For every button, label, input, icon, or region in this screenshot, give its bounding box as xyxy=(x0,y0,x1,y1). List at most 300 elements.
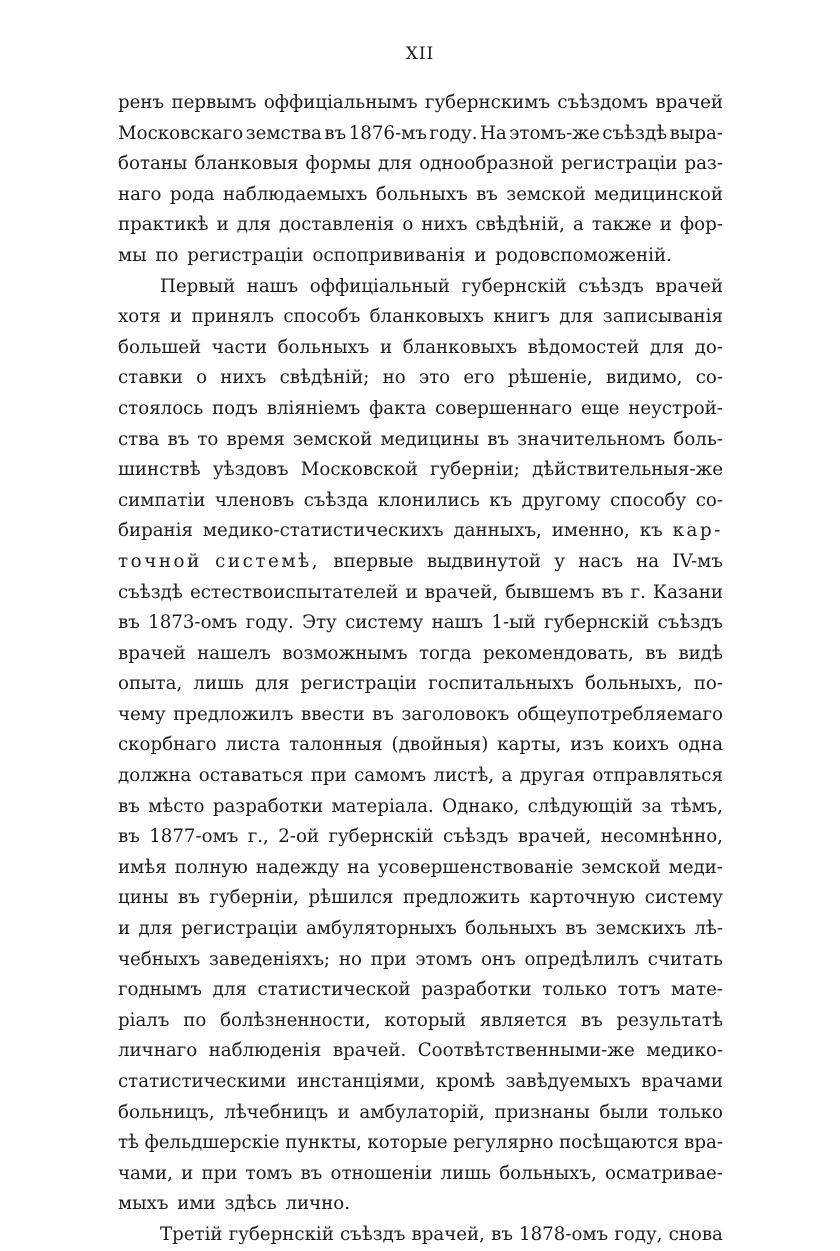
word: вѣдомостей xyxy=(527,336,640,358)
word: лѣчебницъ xyxy=(224,1101,329,1123)
word: клонились xyxy=(377,489,480,511)
word: естествоиспытателей xyxy=(189,581,399,603)
text-line xyxy=(118,792,723,823)
page-number: XII xyxy=(405,44,435,64)
word: заведеніяхъ; xyxy=(208,948,331,970)
word: для xyxy=(649,336,685,358)
word: 1876-мъ xyxy=(348,122,427,144)
word: земства xyxy=(245,122,322,144)
word: 2-ой xyxy=(278,826,320,848)
word: въ xyxy=(372,703,394,725)
word: по xyxy=(155,244,179,266)
word: его xyxy=(463,367,495,389)
word: изъ xyxy=(570,734,604,756)
word: врачей, xyxy=(411,1223,485,1245)
word: къ xyxy=(639,520,663,542)
word: на xyxy=(636,550,660,572)
word: меди- xyxy=(668,856,723,878)
word: съѣздъ xyxy=(657,612,723,634)
word: способъ xyxy=(283,306,361,328)
word: который xyxy=(384,1009,467,1031)
word: и xyxy=(474,244,487,266)
word: но xyxy=(338,948,362,970)
word: за xyxy=(641,795,663,817)
text-line xyxy=(118,975,723,1006)
word: врачей xyxy=(118,642,186,664)
word: 1873-омъ xyxy=(148,612,238,634)
word: амбуляторныхъ xyxy=(306,918,457,940)
word: карточную xyxy=(529,887,636,909)
word: съѣзда xyxy=(303,489,369,511)
word: съѣздъ xyxy=(340,1223,406,1245)
text-line xyxy=(118,241,723,272)
text-line xyxy=(118,425,723,456)
word: чами, xyxy=(118,1162,173,1184)
word: въ xyxy=(118,795,140,817)
word: только xyxy=(542,979,608,1001)
word: ренъ xyxy=(118,92,165,113)
word: опредѣлилъ xyxy=(524,948,639,970)
word: здѣсь xyxy=(224,1193,277,1215)
word: тѣ xyxy=(118,1132,140,1154)
word: въ xyxy=(565,918,588,940)
word: амбулаторій, xyxy=(359,1101,485,1123)
word: надежду xyxy=(255,856,340,878)
word: Первый xyxy=(160,275,236,297)
text-line xyxy=(118,119,723,150)
word: подъ xyxy=(212,397,258,419)
text-line xyxy=(118,1220,723,1251)
word: лишь xyxy=(193,673,244,695)
word: лишь xyxy=(440,1162,492,1184)
word: Эту xyxy=(302,612,337,634)
word: мѣсто xyxy=(148,795,205,817)
word: оффиціальный xyxy=(309,275,450,297)
word: самомъ xyxy=(354,765,427,787)
word: которые xyxy=(367,1132,448,1154)
word: на xyxy=(347,856,371,878)
word: системѣ, xyxy=(215,550,321,572)
word: со- xyxy=(695,489,723,511)
word: и xyxy=(337,1101,350,1123)
word: въ xyxy=(300,1162,323,1184)
word: губерніи, xyxy=(209,887,299,909)
word: принялъ xyxy=(191,306,275,328)
word: данныхъ, xyxy=(453,520,542,542)
word: талонныя xyxy=(289,734,383,756)
word: губерніи; xyxy=(430,459,520,481)
word: ввести xyxy=(300,703,365,725)
word: это xyxy=(418,367,451,389)
word: этомъ xyxy=(415,948,473,970)
text-line xyxy=(118,945,723,976)
word: по- xyxy=(693,673,723,695)
word: несомнѣнно, xyxy=(600,826,723,848)
word: губернскій xyxy=(544,612,650,634)
word: ими xyxy=(177,1193,216,1215)
word: губернскимъ xyxy=(424,92,551,113)
text-line xyxy=(118,455,723,486)
word: первымъ xyxy=(171,92,257,113)
word: формы xyxy=(305,153,371,175)
word: г., xyxy=(247,826,269,848)
word: и xyxy=(118,918,131,940)
word: 1-ый xyxy=(491,612,536,634)
word: хотя xyxy=(118,306,161,328)
word: въ xyxy=(118,612,140,634)
word: мы xyxy=(118,244,147,266)
word: ставки xyxy=(118,367,183,389)
word: при xyxy=(310,765,347,787)
word: но xyxy=(382,367,406,389)
word: Московскаго xyxy=(118,122,244,144)
word: Однако, xyxy=(442,795,520,817)
text-line xyxy=(118,88,723,119)
word: оспопрививанія xyxy=(312,244,466,266)
word: рекомендовать, xyxy=(483,642,634,664)
word: съѣздъ xyxy=(443,826,509,848)
word: коихъ xyxy=(612,734,669,756)
word: губернскій xyxy=(461,275,567,297)
word: считать xyxy=(647,948,723,970)
word: госпитальныхъ xyxy=(428,673,574,695)
word: большей xyxy=(118,336,202,358)
word: томъ xyxy=(245,1162,293,1184)
word: чебныхъ xyxy=(118,948,201,970)
text-line xyxy=(118,272,723,303)
word: были xyxy=(599,1101,649,1123)
word: въ xyxy=(491,1223,513,1245)
word: Казани xyxy=(653,581,723,603)
word: биранія xyxy=(118,520,193,542)
text-line xyxy=(118,730,723,761)
word: земскихъ xyxy=(595,918,686,940)
word: и xyxy=(659,214,672,236)
word: врачей xyxy=(655,92,723,113)
word: рѣшился xyxy=(308,887,394,909)
word: Третій xyxy=(160,1223,223,1245)
word: въ xyxy=(118,826,140,848)
word: завѣдуемыхъ xyxy=(505,1071,631,1092)
word: факта xyxy=(369,397,427,419)
word: въ xyxy=(580,1009,603,1031)
text-line xyxy=(118,700,723,731)
word: медико-статистическихъ xyxy=(202,520,444,542)
body-text xyxy=(118,88,723,1251)
word: предложилъ xyxy=(173,703,294,725)
word: Соотвѣтственными-же xyxy=(417,1040,635,1062)
word: одна xyxy=(677,734,723,756)
word: практикѣ xyxy=(118,214,209,236)
word: въ xyxy=(487,428,510,450)
word: раз- xyxy=(684,153,723,175)
word: матеріала. xyxy=(331,795,434,817)
word: регистраціи xyxy=(187,244,304,266)
word: записыванія xyxy=(602,306,723,328)
word: г. xyxy=(630,581,646,603)
word: при xyxy=(370,948,407,970)
word: свѣдѣній, xyxy=(475,214,565,236)
word: а xyxy=(501,765,513,787)
word: должна xyxy=(118,765,192,787)
word: тотъ xyxy=(617,979,661,1001)
word: бланковыхъ xyxy=(402,336,518,358)
word: снова xyxy=(668,1223,723,1245)
word: и xyxy=(216,214,229,236)
word: совершеннаго xyxy=(435,397,573,419)
word: фельдшерскіе xyxy=(144,1132,280,1154)
word: наблюдаемыхъ xyxy=(222,183,368,205)
word: земской xyxy=(506,183,586,205)
word: въ xyxy=(645,642,667,664)
word: способу xyxy=(610,489,687,511)
text-line xyxy=(118,669,723,700)
word: разработки xyxy=(212,795,324,817)
word: для xyxy=(236,214,271,236)
word: съѣздѣ xyxy=(118,581,183,603)
word: свѣдѣній; xyxy=(279,367,370,389)
word: медико- xyxy=(646,1040,723,1062)
text-line xyxy=(118,1036,723,1067)
word: врачей. xyxy=(332,1040,407,1062)
word: земской xyxy=(292,428,373,450)
word: бланковыхъ xyxy=(369,306,484,328)
word: уѣздовъ xyxy=(212,459,289,481)
word: имѣя xyxy=(118,856,167,878)
word: о xyxy=(196,367,208,389)
word: ства xyxy=(118,428,160,450)
word: заголовокъ xyxy=(401,703,510,725)
text-line xyxy=(118,1128,723,1159)
word: бланковыя xyxy=(194,153,299,175)
text-line xyxy=(118,210,723,241)
word: больныхъ xyxy=(375,183,468,205)
word: чему xyxy=(118,703,166,725)
text-line xyxy=(118,149,723,180)
text-line xyxy=(118,578,723,609)
word: выдвинутой xyxy=(426,550,542,572)
word: неустрой- xyxy=(628,397,723,419)
word: до- xyxy=(694,336,723,358)
word: съѣздѣ xyxy=(602,122,668,144)
word: медицины xyxy=(380,428,480,450)
word: регистраціи xyxy=(300,673,417,695)
word: кромѣ xyxy=(435,1071,495,1092)
text-line xyxy=(118,516,723,547)
word: возможнымъ xyxy=(282,642,408,664)
word: для xyxy=(138,918,173,940)
word: земской xyxy=(581,856,661,878)
word: именно, xyxy=(551,520,630,542)
word: части xyxy=(211,336,267,358)
word: то xyxy=(197,428,219,450)
word: другому xyxy=(521,489,601,511)
word: рода xyxy=(169,183,215,205)
word: году. xyxy=(429,122,478,144)
word: еще xyxy=(581,397,620,419)
word: результатѣ xyxy=(616,1009,723,1031)
word: болѣзненности, xyxy=(220,1009,371,1031)
word: регистраціи xyxy=(560,153,678,175)
word: въ xyxy=(476,183,498,205)
text-line xyxy=(118,1098,723,1129)
word: посѣщаются xyxy=(559,1132,679,1154)
word: статистической xyxy=(257,979,411,1001)
text-line xyxy=(118,761,723,792)
text-line xyxy=(118,639,723,670)
word: регулярно xyxy=(453,1132,554,1154)
word: другая xyxy=(519,765,586,787)
word: IV-мъ xyxy=(672,550,723,572)
word: по xyxy=(183,1009,207,1031)
word: нашъ xyxy=(246,275,299,297)
word: Московской xyxy=(300,459,418,481)
word: боль- xyxy=(673,428,723,450)
word: статистическими xyxy=(118,1071,287,1092)
word: является xyxy=(479,1009,568,1031)
word: признаны xyxy=(494,1101,590,1123)
text-line xyxy=(118,547,723,578)
word: только xyxy=(658,1101,723,1123)
text-line xyxy=(118,853,723,884)
word: губернскій xyxy=(228,1223,334,1245)
word: стоялось xyxy=(118,397,204,419)
word: систему xyxy=(345,612,424,634)
word: врачей, xyxy=(424,581,499,603)
word: нашелъ xyxy=(197,642,271,664)
word: вра- xyxy=(684,1132,723,1154)
word: тѣмъ, xyxy=(670,795,723,817)
text-line xyxy=(118,822,723,853)
word: однообразной xyxy=(419,153,554,175)
word: съѣздомъ xyxy=(557,92,648,113)
word: осматривае- xyxy=(605,1162,723,1184)
text-line xyxy=(118,1189,723,1220)
word: карты, xyxy=(497,734,562,756)
word: усовершенствованіе xyxy=(377,856,574,878)
word: и xyxy=(379,336,393,358)
word: врачей xyxy=(655,275,723,297)
word: листа xyxy=(225,734,281,756)
word: слѣдующій xyxy=(527,795,633,817)
text-line xyxy=(118,486,723,517)
text-line xyxy=(118,333,723,364)
word: больныхъ, xyxy=(584,673,683,695)
word: выра- xyxy=(669,122,723,144)
word: бывшемъ xyxy=(505,581,595,603)
word: 1877-омъ xyxy=(149,826,239,848)
word: оставаться xyxy=(198,765,304,787)
word: рѣшеніе, xyxy=(507,367,593,389)
word: оффиціальнымъ xyxy=(263,92,418,113)
word: нашъ xyxy=(431,612,484,634)
word: наблюденія xyxy=(208,1040,322,1062)
word: губернскій xyxy=(328,826,434,848)
word: книгъ xyxy=(493,306,550,328)
word: значительномъ xyxy=(517,428,666,450)
text-line xyxy=(118,1006,723,1037)
text-line xyxy=(118,394,723,425)
word: дѣйствительныя-же xyxy=(532,459,723,481)
word: предложить xyxy=(402,887,521,909)
word: (двойныя) xyxy=(391,734,489,756)
word: На xyxy=(480,122,507,144)
word: кар- xyxy=(672,520,723,542)
word: этомъ-же xyxy=(509,122,600,144)
word: личнаго xyxy=(118,1040,198,1062)
word: шинствѣ xyxy=(118,459,201,481)
word: при xyxy=(201,1162,238,1184)
text-line xyxy=(118,883,723,914)
text-line xyxy=(118,608,723,639)
text-line xyxy=(118,1159,723,1190)
word: ботаны xyxy=(118,153,188,175)
word: 1878-омъ xyxy=(519,1223,609,1245)
word: цины xyxy=(118,887,169,909)
word: видѣ xyxy=(678,642,723,664)
word: наго xyxy=(118,183,162,205)
word: для xyxy=(559,306,594,328)
word: полную xyxy=(174,856,248,878)
word: году, xyxy=(614,1223,663,1245)
word: регистраціи xyxy=(181,918,298,940)
word: году. xyxy=(245,612,294,634)
word: врачей, xyxy=(517,826,592,848)
word: общеупотребляемаго xyxy=(516,703,723,725)
text-line xyxy=(118,1067,723,1098)
word: лѣ- xyxy=(694,918,723,940)
word: въ xyxy=(601,581,624,603)
word: инстанціями, xyxy=(296,1071,426,1092)
word: фор- xyxy=(679,214,723,236)
word: мыхъ xyxy=(118,1193,169,1215)
word: больныхъ, xyxy=(499,1162,597,1184)
word: больныхъ xyxy=(465,918,557,940)
word: въ xyxy=(167,428,190,450)
word: впервые xyxy=(333,550,414,572)
word: лично. xyxy=(285,1193,350,1215)
word: со- xyxy=(695,367,723,389)
word: тогда xyxy=(418,642,472,664)
word: симпатіи xyxy=(118,489,206,511)
word: у xyxy=(554,550,565,572)
word: а xyxy=(572,214,584,236)
word: къ xyxy=(489,489,513,511)
word: о xyxy=(402,214,414,236)
word: время xyxy=(226,428,285,450)
word: систему xyxy=(644,887,723,909)
word: и xyxy=(181,1162,194,1184)
word: въ xyxy=(178,887,200,909)
word: членовъ xyxy=(214,489,295,511)
word: и xyxy=(405,581,418,603)
text-line xyxy=(118,302,723,333)
word: вліяніемъ xyxy=(266,397,361,419)
word: листѣ, xyxy=(433,765,495,787)
word: также xyxy=(591,214,652,236)
word: онъ xyxy=(481,948,516,970)
word: для xyxy=(255,673,290,695)
word: разработки xyxy=(421,979,532,1001)
word: видимо, xyxy=(605,367,683,389)
word: нихъ xyxy=(421,214,468,236)
word: опыта, xyxy=(118,673,183,695)
word: врачами xyxy=(641,1071,723,1092)
word: насъ xyxy=(578,550,623,572)
word: скорбнаго xyxy=(118,734,217,756)
word: отношеніи xyxy=(330,1162,433,1184)
word: отправляться xyxy=(592,765,723,787)
